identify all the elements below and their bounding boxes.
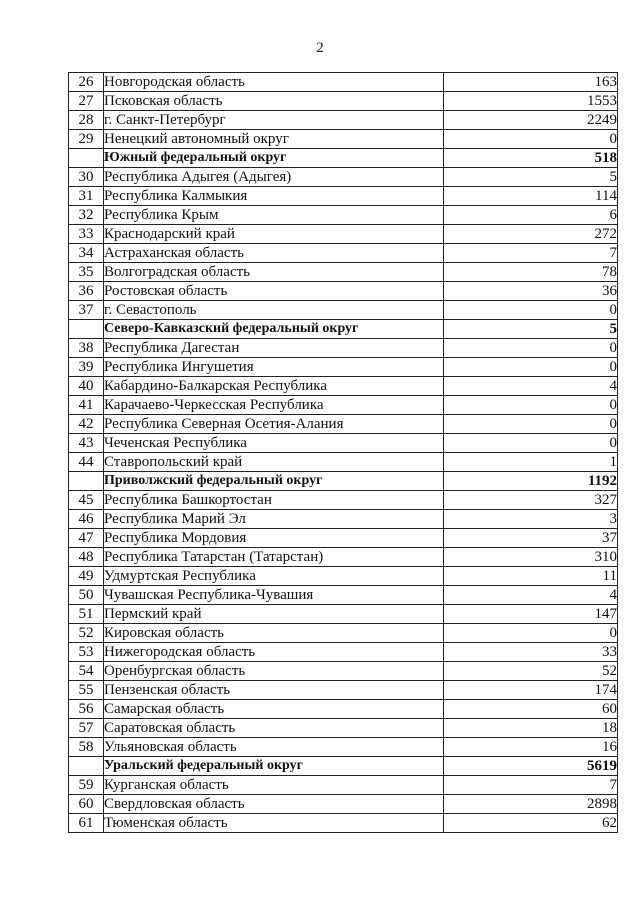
region-value: 163	[444, 73, 618, 92]
region-value: 272	[444, 225, 618, 244]
region-name: Оренбургская область	[104, 662, 444, 681]
region-value: 11	[444, 567, 618, 586]
row-number: 49	[69, 567, 104, 586]
region-name: Краснодарский край	[104, 225, 444, 244]
table-row	[69, 111, 618, 130]
region-value: 33	[444, 643, 618, 662]
table-row	[69, 339, 618, 358]
region-name: Пензенская область	[104, 681, 444, 700]
region-name: Свердловская область	[104, 795, 444, 814]
row-number: 31	[69, 187, 104, 206]
row-number: 36	[69, 282, 104, 301]
district-name: Приволжский федеральный округ	[104, 472, 444, 491]
region-value: 0	[444, 301, 618, 320]
row-number: 61	[69, 814, 104, 833]
region-value: 0	[444, 339, 618, 358]
row-number: 40	[69, 377, 104, 396]
table-row	[69, 605, 618, 624]
region-value: 174	[444, 681, 618, 700]
district-name: Южный федеральный округ	[104, 149, 444, 168]
row-number: 37	[69, 301, 104, 320]
table-row	[69, 92, 618, 111]
region-value: 7	[444, 776, 618, 795]
region-value: 4	[444, 377, 618, 396]
table-row	[69, 244, 618, 263]
row-number: 34	[69, 244, 104, 263]
row-number: 45	[69, 491, 104, 510]
row-number: 44	[69, 453, 104, 472]
district-row	[69, 320, 618, 339]
table-row	[69, 510, 618, 529]
row-number: 35	[69, 263, 104, 282]
region-name: Ростовская область	[104, 282, 444, 301]
row-number: 30	[69, 168, 104, 187]
region-value: 0	[444, 624, 618, 643]
district-name: Северо-Кавказский федеральный округ	[104, 320, 444, 339]
row-number: 60	[69, 795, 104, 814]
row-number: 42	[69, 415, 104, 434]
row-number: 53	[69, 643, 104, 662]
row-number: 50	[69, 586, 104, 605]
region-value: 52	[444, 662, 618, 681]
region-value: 4	[444, 586, 618, 605]
table-row	[69, 187, 618, 206]
region-name: Республика Татарстан (Татарстан)	[104, 548, 444, 567]
row-number: 52	[69, 624, 104, 643]
region-name: Карачаево-Черкесская Республика	[104, 396, 444, 415]
row-number: 54	[69, 662, 104, 681]
region-value: 1	[444, 453, 618, 472]
table-row	[69, 662, 618, 681]
table-row	[69, 168, 618, 187]
table-row	[69, 643, 618, 662]
region-name: Республика Северная Осетия-Алания	[104, 415, 444, 434]
table-row	[69, 681, 618, 700]
region-name: Волгоградская область	[104, 263, 444, 282]
row-number: 41	[69, 396, 104, 415]
district-name: Уральский федеральный округ	[104, 757, 444, 776]
table-row	[69, 491, 618, 510]
region-name: Кировская область	[104, 624, 444, 643]
region-value: 1553	[444, 92, 618, 111]
region-value: 0	[444, 396, 618, 415]
region-value: 327	[444, 491, 618, 510]
row-number: 56	[69, 700, 104, 719]
region-value: 147	[444, 605, 618, 624]
row-number: 43	[69, 434, 104, 453]
row-number	[69, 149, 104, 168]
region-name: Республика Калмыкия	[104, 187, 444, 206]
table-row	[69, 225, 618, 244]
region-name: Республика Башкортостан	[104, 491, 444, 510]
table-row	[69, 263, 618, 282]
region-name: Удмуртская Республика	[104, 567, 444, 586]
row-number: 38	[69, 339, 104, 358]
table-row	[69, 73, 618, 92]
table-row	[69, 358, 618, 377]
region-name: Чеченская Республика	[104, 434, 444, 453]
region-name: Тюменская область	[104, 814, 444, 833]
region-value: 114	[444, 187, 618, 206]
district-total: 518	[444, 149, 618, 168]
row-number: 28	[69, 111, 104, 130]
region-value: 16	[444, 738, 618, 757]
row-number	[69, 757, 104, 776]
region-value: 6	[444, 206, 618, 225]
row-number	[69, 320, 104, 339]
region-name: г. Севастополь	[104, 301, 444, 320]
table-row	[69, 434, 618, 453]
district-total: 5	[444, 320, 618, 339]
region-value: 62	[444, 814, 618, 833]
region-name: Астраханская область	[104, 244, 444, 263]
row-number: 59	[69, 776, 104, 795]
region-value: 2249	[444, 111, 618, 130]
table-row	[69, 130, 618, 149]
region-name: Республика Мордовия	[104, 529, 444, 548]
region-value: 0	[444, 434, 618, 453]
region-value: 60	[444, 700, 618, 719]
region-name: Самарская область	[104, 700, 444, 719]
region-name: Псковская область	[104, 92, 444, 111]
row-number: 55	[69, 681, 104, 700]
region-name: Курганская область	[104, 776, 444, 795]
row-number: 46	[69, 510, 104, 529]
row-number: 47	[69, 529, 104, 548]
row-number: 26	[69, 73, 104, 92]
row-number: 27	[69, 92, 104, 111]
region-name: Саратовская область	[104, 719, 444, 738]
row-number: 29	[69, 130, 104, 149]
table-row	[69, 586, 618, 605]
table-row	[69, 719, 618, 738]
table-row	[69, 529, 618, 548]
region-value: 0	[444, 415, 618, 434]
row-number: 48	[69, 548, 104, 567]
table-row	[69, 567, 618, 586]
district-total: 1192	[444, 472, 618, 491]
table-row	[69, 624, 618, 643]
region-value: 36	[444, 282, 618, 301]
table-row	[69, 301, 618, 320]
region-name: г. Санкт-Петербург	[104, 111, 444, 130]
district-row	[69, 757, 618, 776]
region-value: 0	[444, 358, 618, 377]
region-value: 2898	[444, 795, 618, 814]
region-name: Ненецкий автономный округ	[104, 130, 444, 149]
table-row	[69, 700, 618, 719]
table-row	[69, 415, 618, 434]
district-row	[69, 472, 618, 491]
region-name: Республика Адыгея (Адыгея)	[104, 168, 444, 187]
region-value: 310	[444, 548, 618, 567]
region-name: Ставропольский край	[104, 453, 444, 472]
table-row	[69, 453, 618, 472]
district-total: 5619	[444, 757, 618, 776]
region-name: Республика Дагестан	[104, 339, 444, 358]
region-value: 7	[444, 244, 618, 263]
region-value: 78	[444, 263, 618, 282]
region-value: 3	[444, 510, 618, 529]
region-value: 18	[444, 719, 618, 738]
region-name: Республика Марий Эл	[104, 510, 444, 529]
row-number: 57	[69, 719, 104, 738]
region-name: Чувашская Республика-Чувашия	[104, 586, 444, 605]
row-number: 32	[69, 206, 104, 225]
table-row	[69, 738, 618, 757]
page-number: 2	[316, 40, 324, 56]
region-name: Республика Крым	[104, 206, 444, 225]
row-number: 58	[69, 738, 104, 757]
row-number: 51	[69, 605, 104, 624]
table-row	[69, 396, 618, 415]
region-value: 5	[444, 168, 618, 187]
row-number	[69, 472, 104, 491]
table-row	[69, 377, 618, 396]
table-row	[69, 548, 618, 567]
table-row	[69, 282, 618, 301]
region-value: 37	[444, 529, 618, 548]
region-name: Республика Ингушетия	[104, 358, 444, 377]
table-row	[69, 795, 618, 814]
region-name: Ульяновская область	[104, 738, 444, 757]
regions-table	[68, 72, 618, 833]
regions-table-body	[69, 73, 618, 833]
table-row	[69, 206, 618, 225]
district-row	[69, 149, 618, 168]
row-number: 39	[69, 358, 104, 377]
region-name: Нижегородская область	[104, 643, 444, 662]
row-number: 33	[69, 225, 104, 244]
region-name: Кабардино-Балкарская Республика	[104, 377, 444, 396]
table-row	[69, 814, 618, 833]
table-row	[69, 776, 618, 795]
region-name: Пермский край	[104, 605, 444, 624]
region-value: 0	[444, 130, 618, 149]
region-name: Новгородская область	[104, 73, 444, 92]
